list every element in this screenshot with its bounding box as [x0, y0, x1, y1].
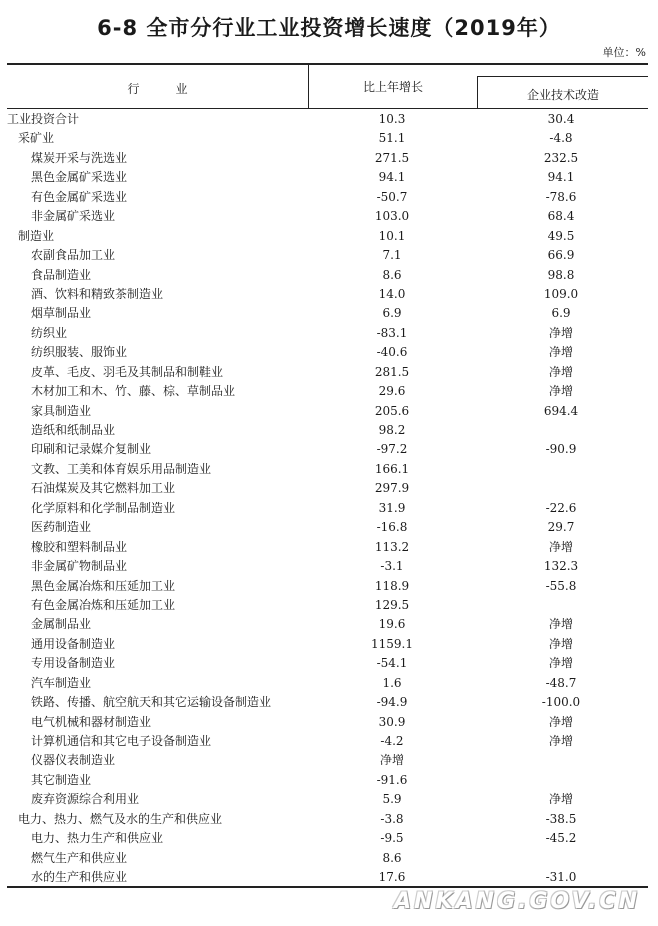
- industry-name: 纺织服装、服饰业: [31, 345, 128, 360]
- header-yoy-growth: 比上年增长: [362, 80, 423, 94]
- table-row: [0, 635, 658, 654]
- table-row: [0, 790, 658, 809]
- yoy-growth-value: 94.1: [378, 170, 406, 185]
- industry-name: 有色金属冶炼和压延加工业: [31, 597, 176, 612]
- table-row: [0, 168, 658, 187]
- table-row: [0, 499, 658, 518]
- industry-name: 通用设备制造业: [31, 636, 116, 651]
- header-industry: 行 业: [127, 82, 188, 96]
- tech-renovation-value: 29.7: [547, 520, 575, 535]
- table-body: [0, 110, 658, 888]
- industry-name: 废弃资源综合利用业: [31, 792, 140, 807]
- tech-renovation-value: 净增: [548, 364, 573, 379]
- table-row: [0, 421, 658, 440]
- header-tech-renovation: 企业技术改造: [526, 88, 599, 102]
- industry-name: 制造业: [18, 228, 55, 243]
- industry-name: 石油煤炭及其它燃料加工业: [31, 481, 176, 496]
- tech-renovation-value: 净增: [548, 734, 573, 748]
- tech-renovation-value: 净增: [548, 656, 573, 671]
- tech-renovation-value: -4.8: [549, 131, 573, 146]
- table-row: [0, 771, 658, 790]
- table-row: [0, 440, 658, 459]
- tech-renovation-value: 6.9: [551, 306, 571, 321]
- yoy-growth-value: -91.6: [376, 772, 408, 787]
- table-row: [0, 732, 658, 751]
- industry-name: 黑色金属矿采选业: [31, 170, 128, 185]
- yoy-growth-value: -97.2: [376, 442, 408, 457]
- table-row: [0, 246, 658, 265]
- table-row: [0, 693, 658, 712]
- table-row: [0, 266, 658, 285]
- industry-name: 家具制造业: [31, 403, 92, 418]
- table-row: [0, 557, 658, 576]
- table-row: [0, 829, 658, 848]
- yoy-growth-value: -40.6: [376, 345, 408, 360]
- yoy-growth-value: 118.9: [374, 578, 410, 593]
- yoy-growth-value: 1159.1: [371, 636, 413, 651]
- industry-name: 农副食品加工业: [31, 248, 116, 263]
- tech-renovation-value: 98.8: [547, 267, 575, 282]
- tech-renovation-value: 49.5: [547, 228, 575, 243]
- yoy-growth-value: 6.9: [382, 306, 402, 321]
- page-title: 6-8 全市分行业工业投资增长速度（2019年）: [97, 16, 561, 40]
- industry-name: 纺织业: [31, 325, 68, 340]
- tech-renovation-value: -48.7: [545, 675, 577, 690]
- yoy-growth-value: 10.1: [378, 228, 406, 243]
- tech-renovation-value: -38.5: [545, 811, 577, 826]
- tech-renovation-value: 109.0: [543, 286, 579, 301]
- yoy-growth-value: 8.6: [382, 267, 402, 282]
- yoy-growth-value: 30.9: [378, 714, 406, 729]
- yoy-growth-value: 7.1: [382, 248, 402, 263]
- table-row: [0, 207, 658, 226]
- table-row: [0, 460, 658, 479]
- table-row: [0, 596, 658, 615]
- table-row: [0, 382, 658, 401]
- yoy-growth-value: 29.6: [378, 384, 406, 399]
- yoy-growth-value: 98.2: [378, 423, 406, 437]
- yoy-growth-value: 129.5: [374, 597, 410, 612]
- tech-renovation-value: 净增: [548, 714, 573, 729]
- header-bottom-rule: [7, 108, 648, 109]
- tech-renovation-value: -55.8: [545, 578, 577, 593]
- yoy-growth-value: -94.9: [376, 695, 408, 710]
- industry-name: 医药制造业: [31, 520, 92, 535]
- industry-name: 烟草制品业: [31, 306, 92, 321]
- tech-renovation-value: -100.0: [541, 695, 581, 710]
- yoy-growth-value: -54.1: [376, 656, 408, 671]
- industry-name: 煤炭开采与洗选业: [31, 150, 128, 165]
- table-row: [0, 654, 658, 673]
- table-row: [0, 518, 658, 537]
- industry-name: 造纸和纸制品业: [31, 423, 116, 437]
- industry-name: 非金属矿物制品业: [31, 559, 128, 574]
- tech-renovation-value: 94.1: [547, 170, 575, 185]
- table-row: [0, 188, 658, 207]
- table-row: [0, 751, 658, 770]
- yoy-growth-value: 17.6: [378, 870, 406, 885]
- table-row: [0, 713, 658, 732]
- table-row: [0, 324, 658, 343]
- table-row: [0, 227, 658, 246]
- industry-name: 皮革、毛皮、羽毛及其制品和制鞋业: [31, 364, 224, 379]
- industry-name: 有色金属矿采选业: [31, 189, 128, 204]
- yoy-growth-value: -3.1: [380, 559, 404, 574]
- tech-renovation-value: 净增: [548, 539, 573, 554]
- tech-renovation-value: 68.4: [547, 209, 575, 224]
- table-row: [0, 868, 658, 887]
- table-row: [0, 129, 658, 148]
- unit-label: 单位：%: [602, 46, 646, 59]
- yoy-growth-value: -3.8: [380, 811, 404, 826]
- industry-name: 电气机械和器材制造业: [31, 714, 152, 729]
- watermark: ANKANG.GOV.CN: [394, 889, 640, 914]
- industry-name: 印刷和记录媒介复制业: [31, 442, 152, 457]
- table-row: [0, 849, 658, 868]
- tech-renovation-value: 净增: [548, 325, 573, 340]
- yoy-growth-value: 19.6: [378, 617, 406, 632]
- industry-name: 工业投资合计: [7, 112, 80, 126]
- tech-renovation-value: 66.9: [547, 248, 575, 263]
- table-row: [0, 402, 658, 421]
- yoy-growth-value: 净增: [379, 753, 404, 768]
- tech-renovation-value: 净增: [548, 636, 573, 651]
- industry-name: 酒、饮料和精致茶制造业: [31, 286, 164, 301]
- industry-name: 黑色金属冶炼和压延加工业: [31, 578, 176, 593]
- yoy-growth-value: 14.0: [378, 286, 406, 301]
- subheader-rule: [477, 76, 648, 77]
- industry-name: 金属制品业: [31, 617, 92, 632]
- yoy-growth-value: 51.1: [378, 131, 406, 146]
- tech-renovation-value: -78.6: [545, 189, 577, 204]
- industry-name: 仪器仪表制造业: [31, 753, 116, 768]
- yoy-growth-value: 271.5: [374, 150, 410, 165]
- industry-name: 燃气生产和供应业: [31, 850, 128, 865]
- yoy-growth-value: -83.1: [376, 325, 408, 340]
- industry-name: 水的生产和供应业: [31, 870, 128, 885]
- tech-renovation-value: -22.6: [545, 500, 577, 515]
- yoy-growth-value: 113.2: [374, 539, 410, 554]
- industry-name: 电力、热力生产和供应业: [31, 831, 164, 846]
- table-row: [0, 149, 658, 168]
- tech-renovation-value: 净增: [548, 384, 573, 399]
- industry-name: 其它制造业: [31, 772, 92, 787]
- tech-renovation-value: 净增: [548, 617, 573, 632]
- industry-name: 文教、工美和体育娱乐用品制造业: [31, 461, 212, 476]
- yoy-growth-value: -9.5: [380, 831, 404, 846]
- industry-name: 汽车制造业: [31, 675, 92, 690]
- table-row: [0, 674, 658, 693]
- table-row: [0, 110, 658, 129]
- yoy-growth-value: 31.9: [378, 500, 406, 515]
- tech-renovation-value: 净增: [548, 792, 573, 807]
- industry-name: 电力、热力、燃气及水的生产和供应业: [18, 811, 223, 826]
- tech-renovation-value: 132.3: [543, 559, 579, 574]
- table-row: [0, 615, 658, 634]
- industry-name: 采矿业: [18, 131, 55, 146]
- tech-renovation-value: -31.0: [545, 870, 577, 885]
- yoy-growth-value: 5.9: [382, 792, 402, 807]
- industry-name: 木材加工和木、竹、藤、棕、草制品业: [31, 384, 236, 399]
- table-row: [0, 363, 658, 382]
- yoy-growth-value: -4.2: [380, 734, 404, 748]
- yoy-growth-value: 1.6: [382, 675, 402, 690]
- yoy-growth-value: 10.3: [378, 112, 406, 126]
- yoy-growth-value: 166.1: [374, 461, 410, 476]
- tech-renovation-value: -90.9: [545, 442, 577, 457]
- industry-name: 专用设备制造业: [31, 656, 116, 671]
- tech-renovation-value: 232.5: [543, 150, 579, 165]
- yoy-growth-value: 297.9: [374, 481, 410, 496]
- yoy-growth-value: -50.7: [376, 189, 408, 204]
- industry-name: 计算机通信和其它电子设备制造业: [31, 734, 212, 748]
- yoy-growth-value: 205.6: [374, 403, 410, 418]
- industry-name: 铁路、传播、航空航天和其它运输设备制造业: [31, 695, 272, 710]
- table-row: [0, 538, 658, 557]
- table-row: [0, 285, 658, 304]
- industry-name: 食品制造业: [31, 267, 92, 282]
- tech-renovation-value: 净增: [548, 345, 573, 360]
- table-row: [0, 304, 658, 323]
- industry-name: 化学原料和化学制品制造业: [31, 500, 176, 515]
- tech-renovation-value: 30.4: [547, 112, 575, 126]
- industry-name: 非金属矿采选业: [31, 209, 116, 224]
- table-top-rule: [7, 63, 648, 65]
- tech-renovation-value: -45.2: [545, 831, 577, 846]
- table-row: [0, 810, 658, 829]
- yoy-growth-value: 281.5: [374, 364, 410, 379]
- table-row: [0, 479, 658, 498]
- yoy-growth-value: 8.6: [382, 850, 402, 865]
- yoy-growth-value: -16.8: [376, 520, 408, 535]
- tech-renovation-value: 694.4: [543, 403, 579, 418]
- table-row: [0, 577, 658, 596]
- table-row: [0, 343, 658, 362]
- industry-name: 橡胶和塑料制品业: [31, 539, 128, 554]
- yoy-growth-value: 103.0: [374, 209, 410, 224]
